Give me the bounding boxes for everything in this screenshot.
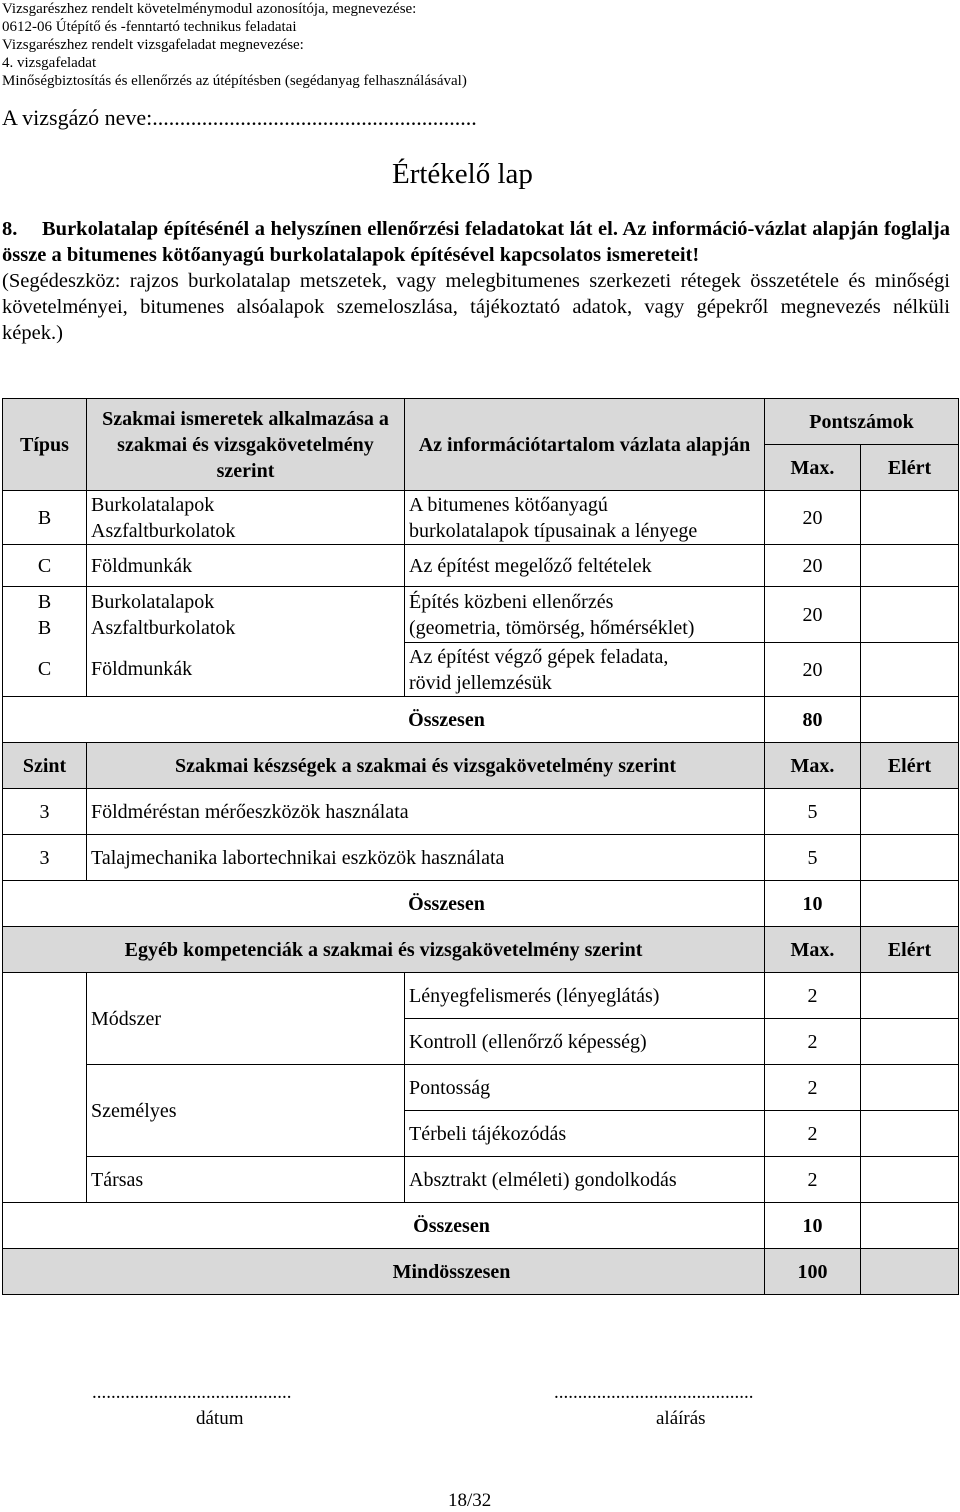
total-achieved-cell[interactable] bbox=[861, 1203, 959, 1249]
type-cell: B bbox=[3, 491, 87, 545]
col-header-max: Max. bbox=[765, 927, 861, 973]
max-cell: 5 bbox=[765, 789, 861, 835]
page-title: Értékelő lap bbox=[392, 158, 533, 190]
col-header-achieved: Elért bbox=[861, 743, 959, 789]
task-number: 8. bbox=[2, 218, 18, 240]
type-cell: C bbox=[3, 643, 87, 697]
task-text: Burkolatalap építésénél a helyszínen ellenőrzési feladatokat lát el. Az információ-vázlat alapján foglalja össze a bitumenes kötőanyagú burkolatalapok építésével kapcsolatos ismereteit! bbox=[2, 218, 950, 266]
topic-cell: Burkolatalapok Aszfaltburkolatok bbox=[87, 587, 405, 643]
date-dots: .......................................... bbox=[92, 1382, 292, 1403]
header-line: Minőségbiztosítás és ellenőrzés az útépítésben (segédanyag felhasználásával) bbox=[2, 73, 467, 89]
col-header-skills: Szakmai készségek a szakmai és vizsgakövetelmény szerint bbox=[87, 743, 765, 789]
level-cell: 3 bbox=[3, 789, 87, 835]
achieved-cell[interactable] bbox=[861, 491, 959, 545]
achieved-cell[interactable] bbox=[861, 643, 959, 697]
max-cell: 20 bbox=[765, 491, 861, 545]
competency-cell: Pontosság bbox=[405, 1065, 765, 1111]
type-cell: C bbox=[3, 545, 87, 587]
achieved-cell[interactable] bbox=[861, 1157, 959, 1203]
skill-cell: Talajmechanika labortechnikai eszközök használata bbox=[87, 835, 765, 881]
info-cell: Az építést megelőző feltételek bbox=[405, 545, 765, 587]
info-cell: Az építést végző gépek feladata, rövid jellemzésük bbox=[405, 643, 765, 697]
topic-cell: Földmunkák bbox=[87, 643, 405, 697]
type-cell: B B bbox=[3, 587, 87, 643]
page-number: 18/32 bbox=[448, 1490, 492, 1511]
total-achieved-cell[interactable] bbox=[861, 697, 959, 743]
header-line: 0612-06 Útépítő és -fenntartó technikus feladatai bbox=[2, 19, 297, 35]
max-cell: 20 bbox=[765, 587, 861, 643]
examinee-name-line: A vizsgázó neve:........................................................... bbox=[2, 105, 477, 130]
total-label: Összesen bbox=[3, 1203, 765, 1249]
signature-dots: .......................................... bbox=[554, 1382, 754, 1403]
col-header-max: Max. bbox=[765, 445, 861, 491]
col-header-achieved: Elért bbox=[861, 445, 959, 491]
level-cell: 3 bbox=[3, 835, 87, 881]
achieved-cell[interactable] bbox=[861, 789, 959, 835]
header-line: 4. vizsgafeladat bbox=[2, 55, 97, 71]
competency-cell: Absztrakt (elméleti) gondolkodás bbox=[405, 1157, 765, 1203]
group-name-cell: Személyes bbox=[87, 1065, 405, 1157]
info-cell: A bitumenes kötőanyagú burkolatalapok típusainak a lényege bbox=[405, 491, 765, 545]
achieved-cell[interactable] bbox=[861, 1111, 959, 1157]
achieved-cell[interactable] bbox=[861, 973, 959, 1019]
signature-label: aláírás bbox=[656, 1408, 706, 1429]
competency-cell: Lényegfelismerés (lényeglátás) bbox=[405, 973, 765, 1019]
col-header-points: Pontszámok bbox=[765, 399, 959, 445]
achieved-cell[interactable] bbox=[861, 1019, 959, 1065]
task-note: (Segédeszköz: rajzos burkolatalap metszetek, vagy melegbitumenes szerkezeti rétegek összetétele és minőségi követelményei, bitumenes alsóalapok szemeloszlása, tájékoztató adatok, vagy gépekről megnevezés nélküli képek.) bbox=[2, 270, 950, 344]
col-header-knowledge: Szakmai ismeretek alkalmazása a szakmai és vizsgakövetelmény szerint bbox=[87, 399, 405, 491]
evaluation-table bbox=[2, 398, 959, 1295]
header-line: Vizsgarészhez rendelt vizsgafeladat megnevezése: bbox=[2, 37, 304, 53]
max-cell: 2 bbox=[765, 1111, 861, 1157]
max-cell: 2 bbox=[765, 1157, 861, 1203]
max-cell: 5 bbox=[765, 835, 861, 881]
blank-cell bbox=[3, 1065, 87, 1157]
skill-cell: Földméréstan mérőeszközök használata bbox=[87, 789, 765, 835]
topic-cell: Burkolatalapok Aszfaltburkolatok bbox=[87, 491, 405, 545]
info-cell: Építés közbeni ellenőrzés (geometria, tömörség, hőmérséklet) bbox=[405, 587, 765, 643]
total-label: Összesen bbox=[3, 697, 765, 743]
blank-cell bbox=[3, 1157, 87, 1203]
achieved-cell[interactable] bbox=[861, 835, 959, 881]
competency-cell: Kontroll (ellenőrző képesség) bbox=[405, 1019, 765, 1065]
achieved-cell[interactable] bbox=[861, 587, 959, 643]
topic-cell: Földmunkák bbox=[87, 545, 405, 587]
grand-total-achieved-cell[interactable] bbox=[861, 1249, 959, 1295]
total-max: 80 bbox=[765, 697, 861, 743]
group-name-cell: Módszer bbox=[87, 973, 405, 1065]
max-cell: 2 bbox=[765, 1019, 861, 1065]
total-label: Összesen bbox=[3, 881, 765, 927]
max-cell: 20 bbox=[765, 643, 861, 697]
total-max: 10 bbox=[765, 881, 861, 927]
grand-total-label: Mindösszesen bbox=[3, 1249, 765, 1295]
col-header-level: Szint bbox=[3, 743, 87, 789]
col-header-type: Típus bbox=[3, 399, 87, 491]
document-header bbox=[2, 0, 467, 90]
max-cell: 20 bbox=[765, 545, 861, 587]
total-achieved-cell[interactable] bbox=[861, 881, 959, 927]
col-header-achieved: Elért bbox=[861, 927, 959, 973]
header-line: Vizsgarészhez rendelt követelménymodul azonosítója, megnevezése: bbox=[2, 1, 417, 17]
competency-cell: Térbeli tájékozódás bbox=[405, 1111, 765, 1157]
col-header-info: Az információtartalom vázlata alapján bbox=[405, 399, 765, 491]
date-label: dátum bbox=[196, 1408, 244, 1429]
col-header-competencies: Egyéb kompetenciák a szakmai és vizsgakövetelmény szerint bbox=[3, 927, 765, 973]
task-description bbox=[2, 216, 950, 346]
blank-cell bbox=[3, 973, 87, 1065]
group-name-cell: Társas bbox=[87, 1157, 405, 1203]
achieved-cell[interactable] bbox=[861, 545, 959, 587]
achieved-cell[interactable] bbox=[861, 1065, 959, 1111]
grand-total-max: 100 bbox=[765, 1249, 861, 1295]
task-statement bbox=[2, 216, 950, 268]
col-header-max: Max. bbox=[765, 743, 861, 789]
total-max: 10 bbox=[765, 1203, 861, 1249]
max-cell: 2 bbox=[765, 973, 861, 1019]
max-cell: 2 bbox=[765, 1065, 861, 1111]
